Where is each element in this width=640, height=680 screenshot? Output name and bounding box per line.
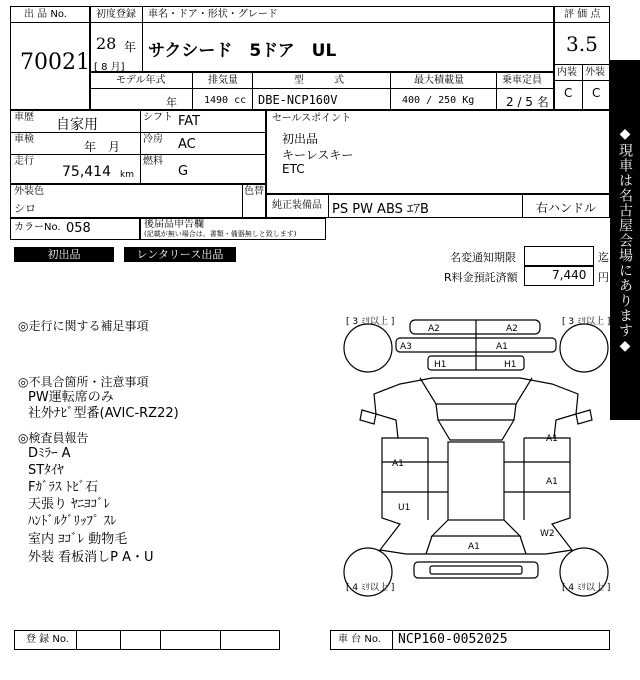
recycle-label: R料金預託済額	[444, 271, 518, 284]
sales-point-3: ETC	[282, 162, 305, 176]
steering: 右ハンドル	[536, 201, 597, 215]
divider	[522, 194, 523, 218]
recycle-unit: 円	[598, 271, 609, 284]
sales-point-1: 初出品	[282, 132, 319, 146]
divider	[140, 110, 141, 184]
divider	[10, 132, 266, 133]
reg-year-unit: 年	[124, 40, 137, 54]
divider	[328, 194, 329, 218]
inspector-note-1: Dﾐﾗｰ A	[28, 446, 71, 461]
damage-mark: U1	[398, 503, 411, 513]
divider	[220, 630, 221, 650]
chassis-number: NCP160-0052025	[398, 632, 508, 647]
tire-front-right	[560, 324, 608, 372]
fuel-label: 燃料	[143, 156, 163, 167]
inspector-note-4: 天張り ﾔﾆﾖｺﾞﾚ	[28, 497, 111, 512]
later-declaration-label: 後届品申告欄	[144, 219, 204, 230]
divider	[554, 22, 610, 23]
sales-point-2: キーレスキー	[282, 148, 354, 162]
damage-mark: A1	[392, 459, 404, 469]
recycle-value: 7,440	[552, 268, 587, 282]
exterior-label: 外装	[585, 67, 605, 78]
divider	[252, 72, 253, 110]
mileage-unit: km	[120, 170, 134, 180]
first-reg-label: 初度登録	[96, 9, 136, 20]
damage-mark: A1	[546, 477, 558, 487]
interior-label: 内装	[557, 67, 577, 78]
name-change-label: 名変通知期限	[450, 251, 516, 264]
chassis-label: 車 台 No.	[338, 634, 381, 645]
equipment-value: PS PW ABS ｴｱB	[332, 202, 429, 217]
reg-month: [ 8 月]	[94, 62, 125, 73]
model-year-unit: 年	[166, 96, 177, 109]
inspector-note-5: ﾊﾝﾄﾞﾙｸﾞﾘｯﾌﾟ ｽﾚ	[28, 514, 117, 529]
divider	[90, 22, 554, 23]
equipment-label: 純正装備品	[272, 200, 322, 211]
shift: FAT	[178, 114, 201, 129]
inspector-note-6: 室内 ﾖｺﾞﾚ 動物毛	[28, 532, 128, 547]
side-banner: ◆現車は名古屋会場にあります◆	[610, 60, 640, 420]
divider	[10, 22, 90, 23]
max-load: 400 / 250 Kg	[402, 95, 475, 106]
tire-label-rear-right: [ 4 ﾐﾘ以上 ]	[562, 583, 611, 593]
car-name: サクシード 5ドア UL	[148, 41, 337, 61]
capacity-label: 乗車定員	[502, 75, 542, 86]
exterior-score: C	[592, 86, 601, 100]
defects-label: ◎不具合箇所・注意事項	[18, 375, 149, 389]
rental-lease-badge: レンタリース出品	[124, 247, 236, 262]
divider	[496, 72, 497, 110]
damage-mark: H1	[504, 360, 517, 370]
divider	[90, 88, 554, 89]
divider	[192, 72, 193, 110]
color-no-label: カラーNo.	[14, 222, 61, 233]
lot-number: 70021	[20, 50, 90, 75]
history: 自家用	[56, 117, 98, 133]
inspector-note-2: STﾀｲﾔ	[28, 463, 64, 478]
lot-label: 出 品 No.	[24, 9, 67, 20]
exterior-color: シロ	[14, 202, 36, 215]
later-declaration-note: (記載が無い場合は、書類・備器無しと致します)	[144, 230, 297, 238]
tire-front-left	[344, 324, 392, 372]
name-change-unit: 迄	[598, 251, 609, 264]
aircon: AC	[178, 137, 196, 152]
score-value: 3.5	[566, 32, 598, 56]
tire-label-rear-left: [ 4 ﾐﾘ以上 ]	[346, 583, 395, 593]
displacement-label: 排気量	[208, 75, 238, 86]
inspection: 年 月	[84, 140, 121, 154]
tire-label-front-left: [ 3 ﾐﾘ以上 ]	[346, 317, 395, 327]
sales-point-label: セールスポイント	[272, 113, 352, 124]
exterior-color-label: 外装色	[14, 186, 44, 197]
max-load-label: 最大積載量	[414, 75, 464, 86]
defect-1: PW運転席のみ	[28, 390, 114, 405]
divider	[76, 630, 77, 650]
divider	[390, 72, 391, 110]
damage-mark: A2	[428, 324, 440, 334]
inspector-label: ◎検査員報告	[18, 431, 89, 445]
name-change-box	[524, 246, 594, 266]
mileage-label: 走行	[14, 156, 34, 167]
fuel: G	[178, 164, 189, 179]
history-label: 車歴	[14, 112, 34, 123]
divider	[10, 154, 266, 155]
damage-mark: A1	[546, 434, 558, 444]
inspector-note-7: 外装 看板消しP A・U	[28, 550, 154, 565]
first-listing-badge: 初出品	[14, 247, 114, 262]
divider	[242, 184, 243, 218]
defect-2: 社外ﾅﾋﾞ型番(AVIC-RZ22)	[28, 406, 179, 421]
aircon-label: 冷房	[143, 134, 163, 145]
driving-notes-label: ◎走行に関する補足事項	[18, 319, 149, 333]
details-box	[10, 110, 266, 184]
car-damage-diagram	[340, 314, 612, 610]
score-label: 評 価 点	[564, 9, 601, 20]
shift-label: シフト	[143, 112, 173, 123]
divider	[582, 64, 583, 110]
car-name-label: 車名・ドア・形状・グレード	[148, 9, 278, 20]
tire-label-front-right: [ 3 ﾐﾘ以上 ]	[562, 317, 611, 327]
damage-mark: H1	[434, 360, 447, 370]
color-no: 058	[66, 221, 91, 236]
damage-mark: A1	[496, 342, 508, 352]
divider	[160, 630, 161, 650]
type-label: 型 式	[294, 75, 344, 86]
divider	[120, 630, 121, 650]
damage-mark: A3	[400, 342, 412, 352]
color-change-label: 色替	[244, 186, 264, 197]
inspection-label: 車検	[14, 134, 34, 145]
model-type: DBE-NCP160V	[258, 93, 338, 107]
reg-no-label: 登 録 No.	[26, 634, 69, 645]
capacity: 2 / 5 名	[506, 95, 549, 109]
damage-mark: A1	[468, 542, 480, 552]
reg-year: 28	[96, 34, 117, 53]
mileage: 75,414	[62, 164, 111, 180]
displacement: 1490 cc	[204, 95, 247, 106]
damage-mark: W2	[540, 529, 555, 539]
inspector-note-3: Fｶﾞﾗｽ ﾄﾋﾞ石	[28, 480, 99, 495]
interior-score: C	[564, 86, 573, 100]
damage-mark: A2	[506, 324, 518, 334]
side-banner-text: 現車は名古屋会場にあります	[617, 142, 633, 338]
color-box	[10, 184, 266, 218]
divider	[142, 6, 143, 72]
divider	[392, 630, 393, 650]
model-year-label: モデル年式	[116, 75, 166, 86]
